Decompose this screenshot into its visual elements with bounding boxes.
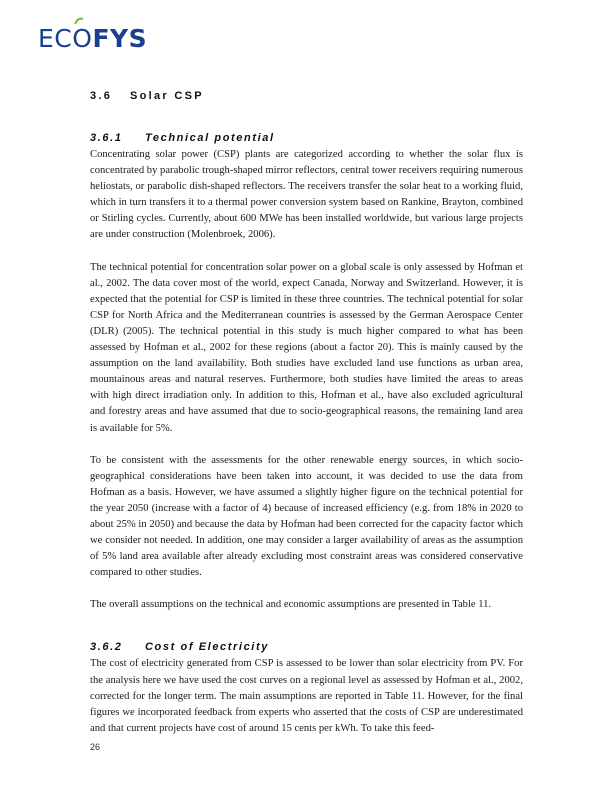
section-heading — [90, 88, 523, 104]
paragraph: The cost of electricity generated from CSP is assessed to be lower than solar electricity from PV. For the analysis here we have used the cost curves on a regional level as assessed by Hofman et al., 2002, corrected for the longer term. The main assumptions are reported in Table 11. However, for the final figures we incorporated feedback from experts who asserted that the costs of CSP are underestimated and that current projects have cost of around 15 cents per kWh. To take this feed- — [90, 658, 523, 734]
logo-prefix: ECO — [38, 24, 93, 53]
logo-swoosh-icon — [74, 17, 84, 25]
section-title: Solar CSP — [130, 90, 204, 102]
subsection-heading-technical-potential — [90, 130, 523, 147]
logo-suffix: FYS — [92, 24, 148, 53]
subsection-number: 3.6.1 — [90, 132, 123, 144]
paragraph: Concentrating solar power (CSP) plants are categorized according to whether the solar flux is concentrated by parabolic trough-shaped mirror reflectors, central tower receivers requiring numerous heliostats, or parabolic dish-shaped reflectors. The receivers transfer the solar heat to a working fluid, which in turn transfers it to a thermal power conversion system based on Rankine, Brayton, combined or Stirling cycles. Currently, about 600 MWe has been installed worldwide, but various large projects are under construction (Molenbroek, 2006). — [90, 149, 523, 241]
page-number: 26 — [90, 742, 101, 752]
subsection-heading-cost-of-electricity — [90, 639, 523, 656]
subsection-title: Cost of Electricity — [145, 641, 269, 654]
page-content — [90, 88, 523, 737]
paragraph: To be consistent with the assessments for the other renewable energy sources, in which socio-geographical considerations have been taken into account, it was decided to use the data from Hofman as a basis. However, we have assumed a slightly higher figure on the technical potential for the year 2050 (increase with a factor of 4) because of increased efficiency (e.g. from 18% in 2020 to about 25% in 2050) and because the data by Hofman had been corrected for the capacity factor which we consider not needed. In addition, one may consider a larger availability of areas as the assumption of 5% land area available after already excluding most constraint areas was considered conservative compared to other studies. — [90, 454, 523, 579]
ecofys-logo — [38, 26, 147, 51]
subsection-title: Technical potential — [145, 132, 275, 144]
section-number: 3.6 — [90, 90, 113, 102]
paragraph: The overall assumptions on the technical and economic assumptions are presented in Table 11. — [90, 599, 492, 611]
subsection-number: 3.6.2 — [90, 641, 123, 654]
paragraph: The technical potential for concentration solar power on a global scale is only assessed by Hofman et al., 2002. The data cover most of the world, expect Canada, Norway and Switzerland. However, it is expected that the potential for CSP is limited in these three countries. The technical potential for solar CSP for North Africa and the Mediterranean countries is assessed by the German Aerospace Center (DLR) (2005). The technical potential in this study is much higher compared to what has been assessed by Hofman et al., 2002 for these regions (about a factor 20). This is mainly caused by the assumption on the land availability. Both studies have excluded land use functions as urban area, mountainous areas and natural reserves. Furthermore, both studies have limited the areas to areas with high direct irradiation only. In addition to this, Hofman et al., have also excluded agricultural and forestry areas and have assumed that due to socio-geographical reasons, the remaining land area is available for 5%. — [90, 261, 523, 434]
